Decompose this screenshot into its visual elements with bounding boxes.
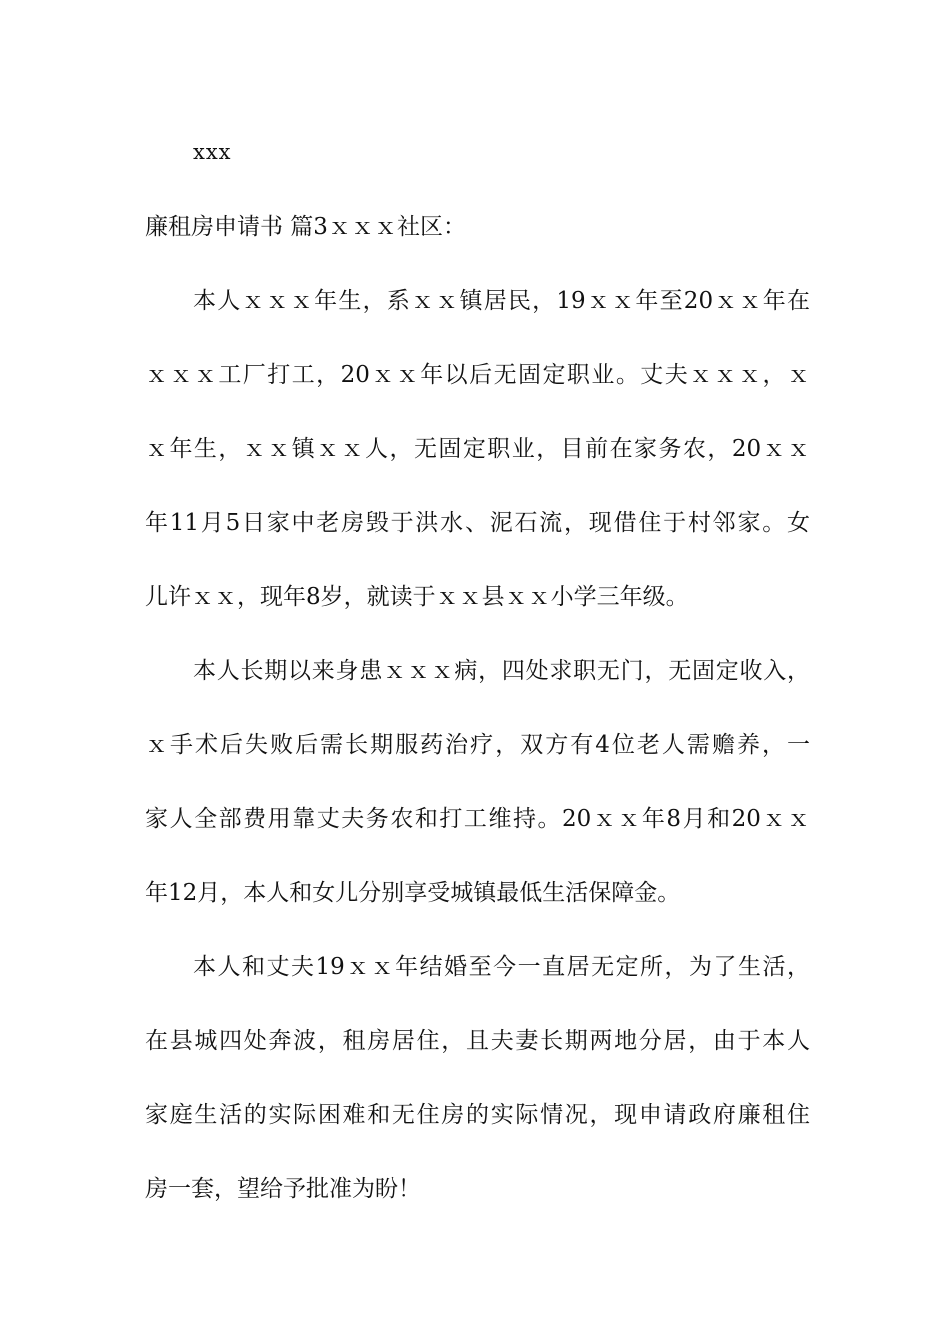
paragraph-3-line-1: 本人和丈夫19ｘｘ年结婚至今一直居无定所，为了生活，: [193, 954, 810, 980]
paragraph-1-line-2: ｘｘｘ工厂打工，20ｘｘ年以后无固定职业。丈夫ｘｘｘ，ｘ: [145, 362, 810, 388]
paragraph-3-line-2: 在县城四处奔波，租房居住，且夫妻长期两地分居，由于本人: [145, 1028, 810, 1054]
paragraph-3-line-3: 家庭生活的实际困难和无住房的实际情况，现申请政府廉租住: [145, 1102, 810, 1128]
paragraph-1-line-5: 儿许ｘｘ，现年8岁，就读于ｘｘ县ｘｘ小学三年级。: [145, 584, 689, 610]
paragraph-2-line-2: ｘ手术后失败后需长期服药治疗，双方有4位老人需赡养，一: [145, 732, 810, 758]
paragraph-2-line-3: 家人全部费用靠丈夫务农和打工维持。20ｘｘ年8月和20ｘｘ: [145, 806, 810, 832]
paragraph-2-line-1: 本人长期以来身患ｘｘｘ病，四处求职无门，无固定收入，: [193, 658, 810, 684]
paragraph-3-line-4: 房一套，望给予批准为盼！: [145, 1176, 421, 1202]
paragraph-1-line-1: 本人ｘｘｘ年生，系ｘｘ镇居民，19ｘｘ年至20ｘｘ年在: [193, 288, 810, 314]
document-heading: 廉租房申请书 篇3ｘｘｘ社区：: [145, 214, 466, 240]
paragraph-1-line-4: 年11月5日家中老房毁于洪水、泥石流，现借住于村邻家。女: [145, 510, 810, 536]
paragraph-2-line-4: 年12月，本人和女儿分别享受城镇最低生活保障金。: [145, 880, 681, 906]
paragraph-1-line-3: ｘ年生，ｘｘ镇ｘｘ人，无固定职业，目前在家务农，20ｘｘ: [145, 436, 810, 462]
signature-text: xxx: [193, 140, 232, 164]
